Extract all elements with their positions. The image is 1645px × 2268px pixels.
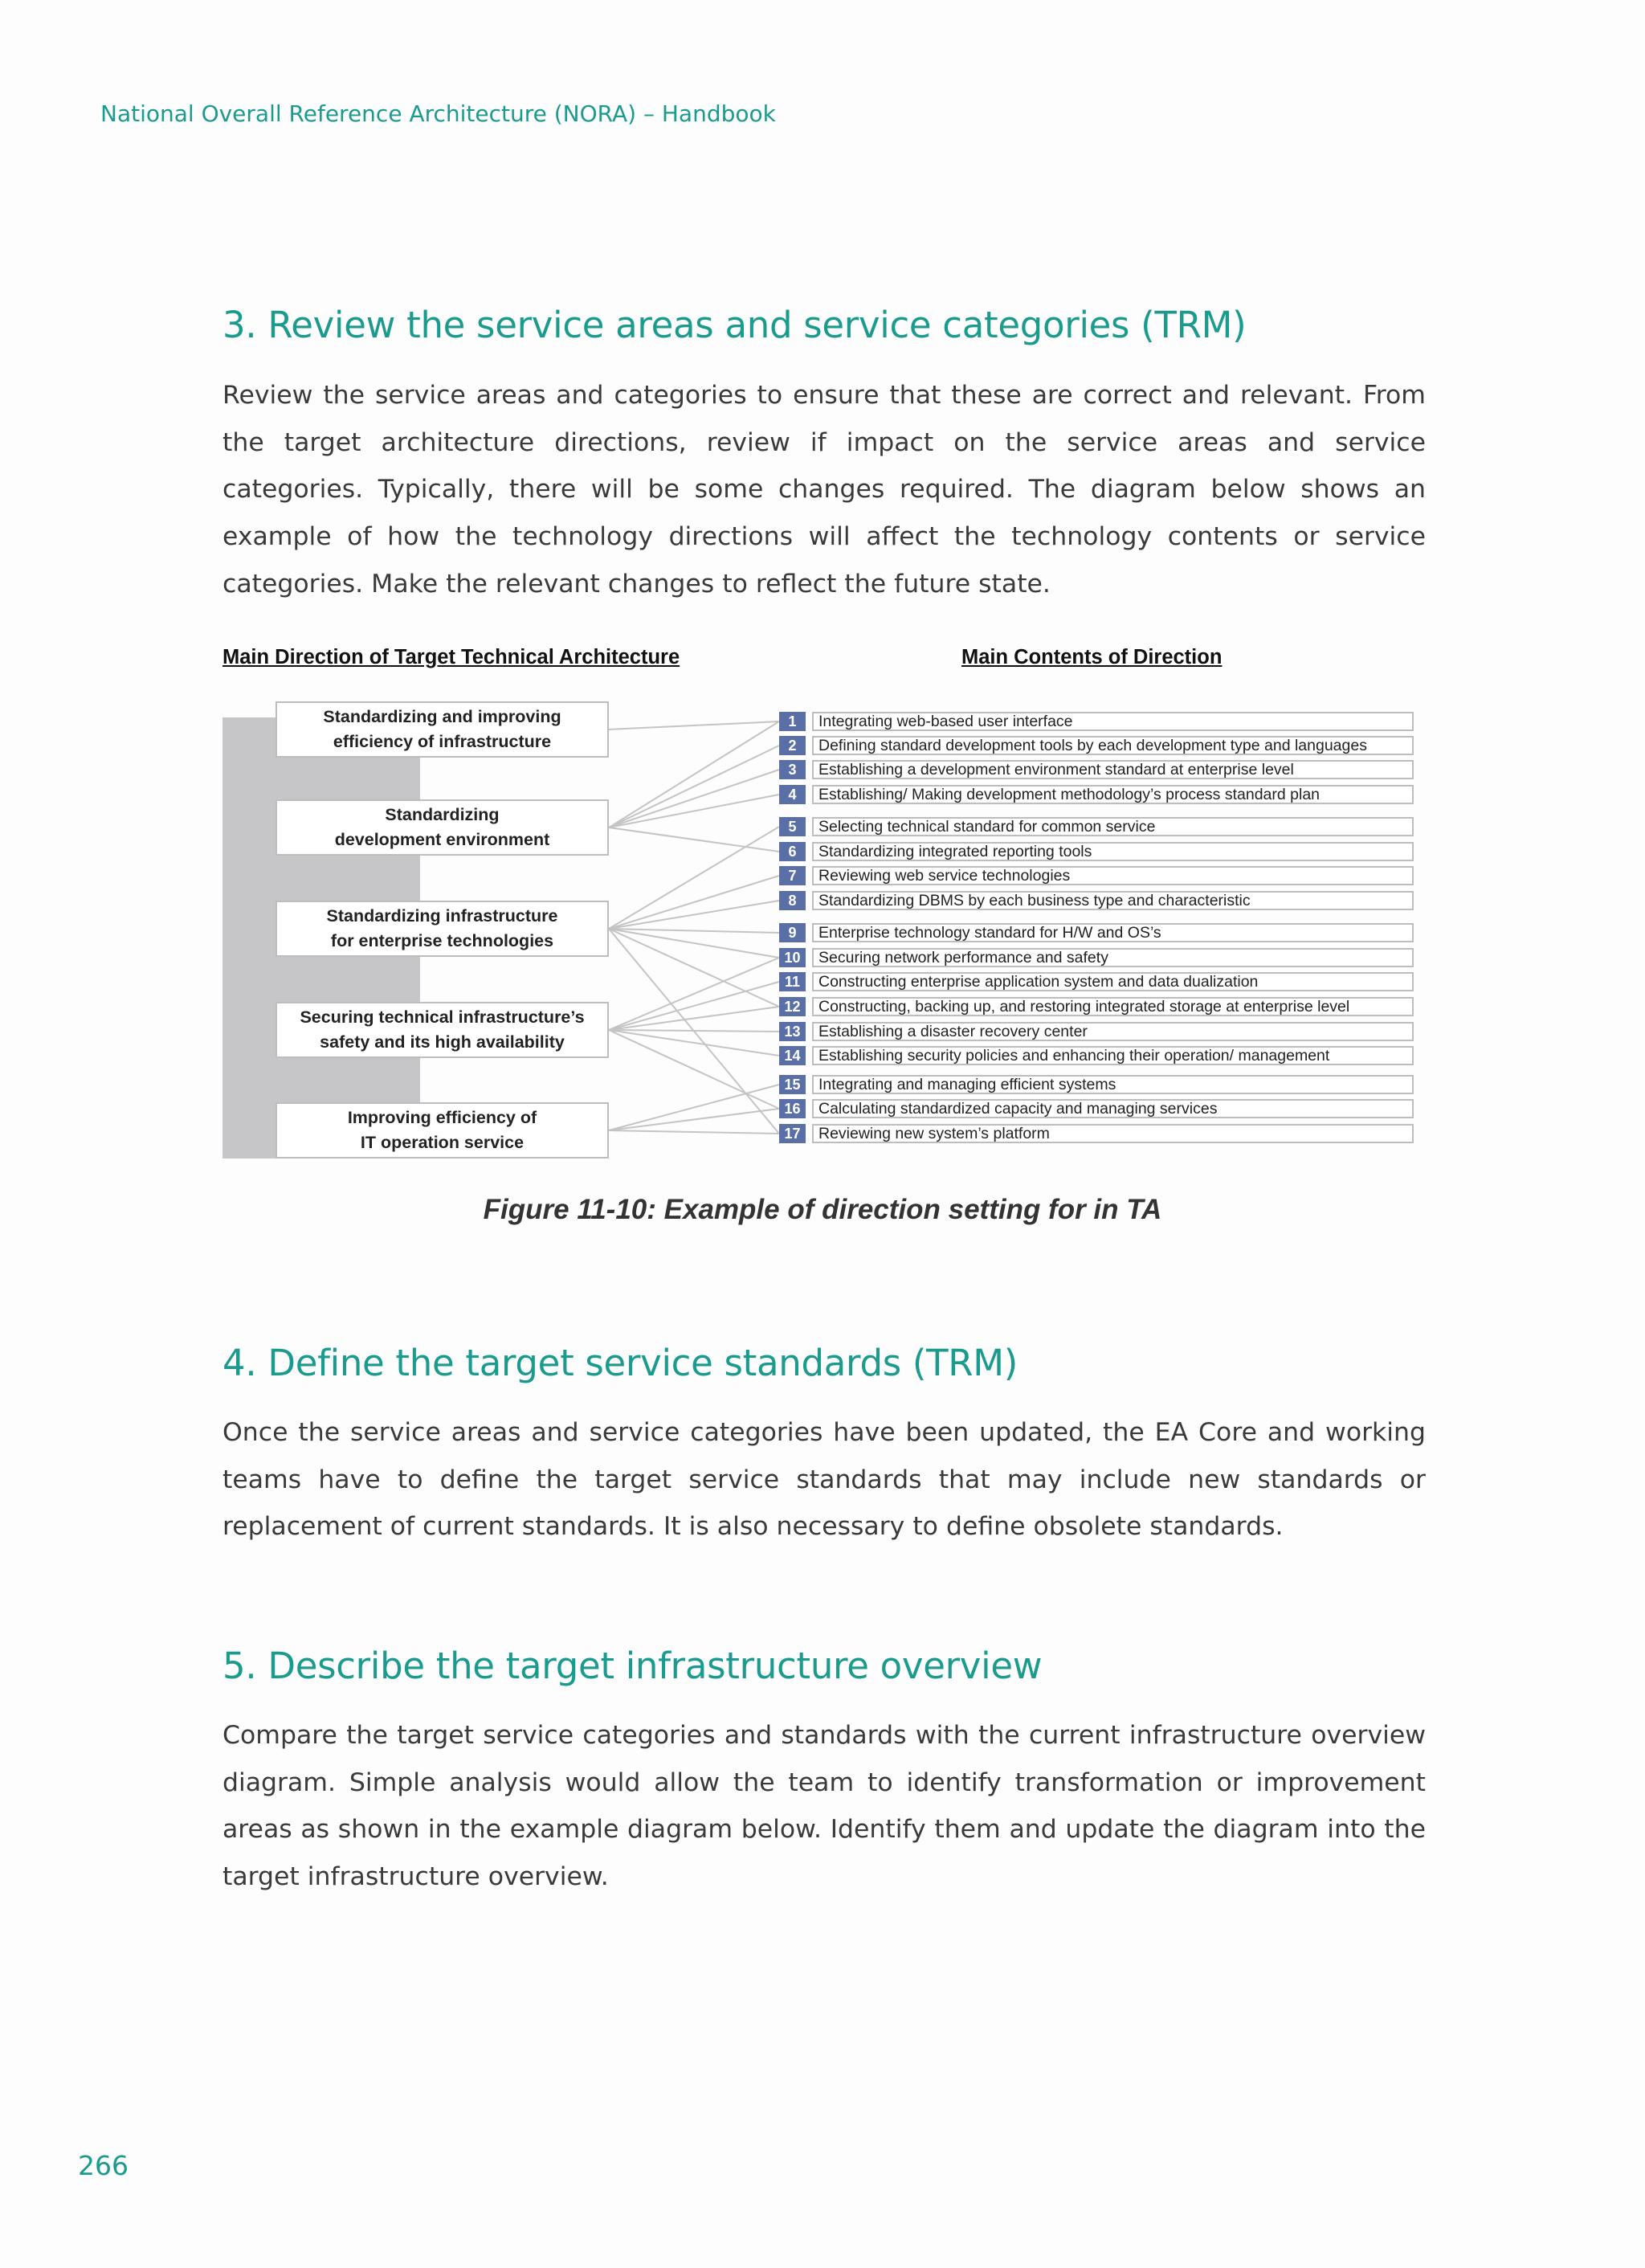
direction-label-line1: Standardizing: [385, 805, 500, 824]
content-number-badge: 11: [779, 972, 806, 991]
direction-box: [276, 799, 609, 856]
connector-line: [609, 1130, 779, 1134]
connector-line: [609, 929, 779, 958]
content-row: [779, 1045, 1414, 1066]
connector-line: [609, 1109, 779, 1130]
content-row: [779, 890, 1414, 911]
content-text: Establishing/ Making development methodology’s process standard plan: [812, 785, 1414, 804]
direction-label-line2: for enterprise technologies: [330, 931, 554, 950]
figure-right-title: Main Contents of Direction: [961, 646, 1223, 668]
direction-box: [276, 1102, 609, 1159]
content-text: Integrating web-based user interface: [812, 712, 1414, 731]
content-number-badge: 8: [779, 891, 806, 910]
content-number-badge: 9: [779, 923, 806, 942]
direction-label-line1: Improving efficiency of: [347, 1108, 537, 1127]
content-text: Calculating standardized capacity and managing services: [812, 1099, 1414, 1118]
connector-line: [609, 770, 779, 828]
content-text: Enterprise technology standard for H/W and OS’s: [812, 923, 1414, 942]
content-row: [779, 971, 1414, 992]
content-number-badge: 13: [779, 1022, 806, 1041]
direction-label-line1: Standardizing and improving: [323, 707, 561, 726]
section-heading-5: 5. Describe the target infrastructure overview: [222, 1645, 1043, 1687]
connector-line: [609, 1030, 779, 1109]
content-row: [779, 784, 1414, 805]
connector-line: [609, 901, 779, 929]
connector-line: [609, 1030, 779, 1032]
connector-line: [609, 746, 779, 828]
content-number-badge: 1: [779, 712, 806, 731]
running-header: National Overall Reference Architecture (NORA) – Handbook: [100, 100, 776, 127]
content-text: Constructing enterprise application system and data dualization: [812, 972, 1414, 991]
content-row: [779, 1074, 1414, 1095]
content-number-badge: 17: [779, 1124, 806, 1143]
direction-box: [276, 901, 609, 957]
direction-label-line1: Standardizing infrastructure: [326, 906, 558, 926]
content-text: Establishing security policies and enhancing their operation/ management: [812, 1046, 1414, 1065]
direction-label-line2: IT operation service: [360, 1133, 525, 1152]
content-number-badge: 15: [779, 1075, 806, 1094]
content-row: [779, 1098, 1414, 1119]
content-text: Securing network performance and safety: [812, 948, 1414, 967]
connector-line: [609, 1030, 779, 1056]
content-number-badge: 10: [779, 948, 806, 967]
connector-line: [609, 876, 779, 929]
figure-caption: Figure 11-10: Example of direction setting for in TA: [483, 1194, 1162, 1225]
content-text: Selecting technical standard for common service: [812, 817, 1414, 836]
content-row: [779, 1123, 1414, 1144]
content-text: Standardizing DBMS by each business type and characteristic: [812, 891, 1414, 910]
content-number-badge: 6: [779, 842, 806, 861]
content-text: Integrating and managing efficient systems: [812, 1075, 1414, 1094]
content-row: [779, 865, 1414, 886]
content-number-badge: 4: [779, 785, 806, 804]
section-heading-4: 4. Define the target service standards (TRM): [222, 1342, 1018, 1384]
section-body-5: Compare the target service categories and standards with the current infrastructure overview diagram. Simple analysis would allow the team to identify transformation or improvement areas as shown in the example diagram below. Identify them and update the diagram into the target infrastructure overview.: [222, 1721, 1426, 1892]
content-row: [779, 922, 1414, 943]
content-row: [779, 711, 1414, 732]
content-row: [779, 947, 1414, 968]
content-number-badge: 2: [779, 736, 806, 755]
content-row: [779, 816, 1414, 837]
connector-line: [609, 721, 779, 729]
content-text: Defining standard development tools by each development type and languages: [812, 736, 1414, 755]
content-row: [779, 1021, 1414, 1042]
connector-line: [609, 827, 779, 929]
content-text: Constructing, backing up, and restoring integrated storage at enterprise level: [812, 997, 1414, 1016]
connector-line: [609, 1085, 779, 1130]
section-heading-3: 3. Review the service areas and service categories (TRM): [222, 304, 1247, 346]
direction-box: [276, 701, 609, 758]
direction-label-line2: safety and its high availability: [320, 1032, 565, 1052]
figure-left-title: Main Direction of Target Technical Architecture: [222, 646, 680, 668]
content-number-badge: 12: [779, 997, 806, 1016]
content-row: [779, 996, 1414, 1017]
content-row: [779, 841, 1414, 862]
content-text: Reviewing web service technologies: [812, 866, 1414, 885]
connector-line: [609, 982, 779, 1030]
content-text: Establishing a disaster recovery center: [812, 1022, 1414, 1041]
content-row: [779, 735, 1414, 756]
content-number-badge: 3: [779, 760, 806, 779]
content-number-badge: 5: [779, 817, 806, 836]
content-text: Reviewing new system’s platform: [812, 1124, 1414, 1143]
direction-label-line2: efficiency of infrastructure: [333, 732, 552, 751]
content-number-badge: 7: [779, 866, 806, 885]
section-body-4: Once the service areas and service categories have been updated, the EA Core and working teams have to define the target service standards that may include new standards or replacement of current standards. It is also necessary to define obsolete standards.: [222, 1418, 1426, 1542]
connector-line: [609, 828, 779, 852]
direction-box: [276, 1002, 609, 1058]
content-number-badge: 16: [779, 1099, 806, 1118]
content-number-badge: 14: [779, 1046, 806, 1065]
direction-label-line2: development environment: [334, 830, 550, 849]
section-body-3: Review the service areas and categories to ensure that these are correct and relevant. From the target architecture directions, review if impact on the service areas and service categories. Typically, there will be some changes required. The diagram below shows an example of how the technology directions will affect the technology contents or service categories. Make the relevant changes to reflect the future state.: [222, 381, 1426, 599]
connector-line: [609, 929, 779, 933]
content-row: [779, 759, 1414, 780]
content-text: Standardizing integrated reporting tools: [812, 842, 1414, 861]
page-number: 266: [78, 2150, 129, 2181]
content-text: Establishing a development environment standard at enterprise level: [812, 760, 1414, 779]
direction-label-line1: Securing technical infrastructure’s: [300, 1007, 585, 1027]
